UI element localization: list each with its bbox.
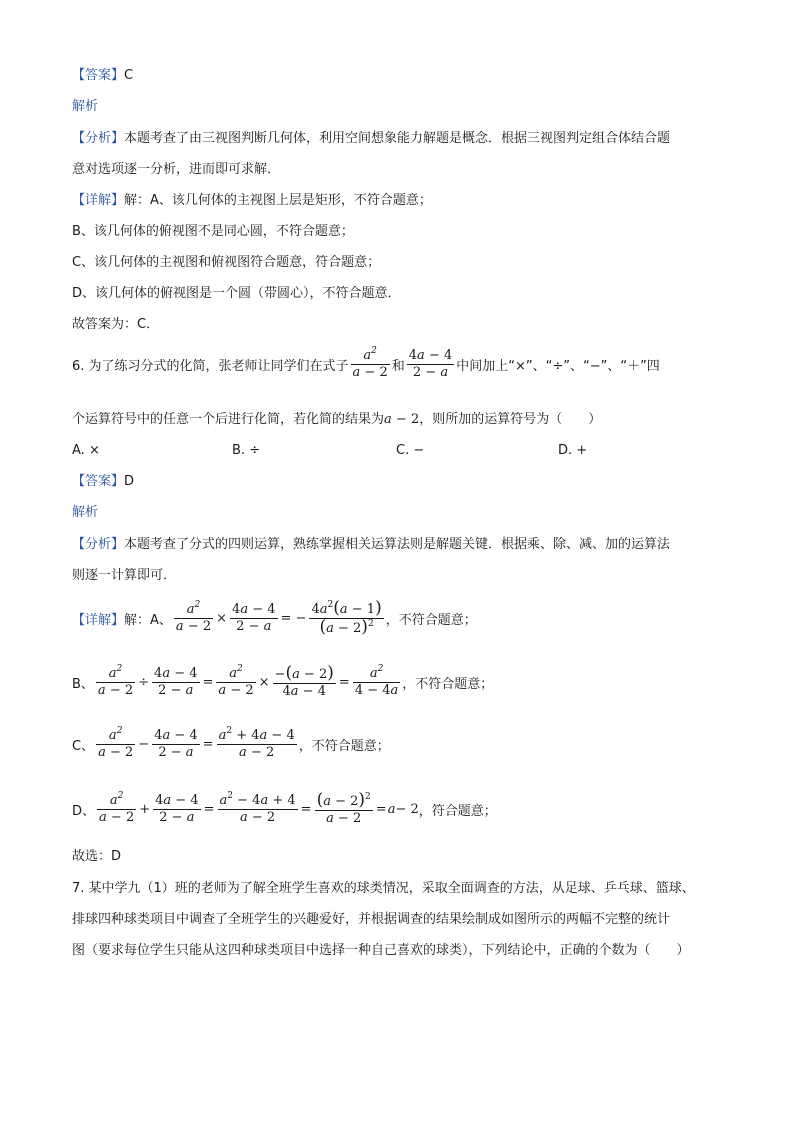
fraction: $\frac{a^2 - 4a + 4}{a - 2}$ [219, 791, 296, 825]
answer-value: C [124, 68, 134, 83]
q7-line1: 7. 某中学九（1）班的老师为了解全班学生喜欢的球类情况，采取全面调查的方法，从足球、乒乓球、篮球、 [72, 881, 695, 896]
q5-fenxi-line1 [72, 129, 670, 149]
q5-analysis-heading: 解析 [72, 99, 99, 114]
q6-stem-line1 [72, 348, 660, 381]
q6-answer [72, 472, 134, 492]
fraction: $\frac{(a - 2)^2}{a - 2}$ [316, 790, 371, 826]
q5-conclusion: 故答案为：C． [72, 317, 160, 332]
q5-detail-line4: D、该几何体的俯视图是一个圆（带圆心），不符合题意． [72, 286, 401, 301]
fraction: $\frac{a^2}{4 - 4a}$ [354, 664, 399, 698]
q6-stem-line2 [72, 410, 601, 430]
option-a [72, 441, 100, 461]
fraction: $\frac{4a - 4}{2 - a}$ [154, 666, 198, 698]
option-b [232, 441, 260, 461]
option-a-text: × [88, 443, 100, 458]
detail-tag: 【详解】 [72, 193, 125, 208]
stem-mid: 中间加上“×”、“÷”、“−”、“＋”四 [456, 359, 660, 374]
fenxi-tag: 【分析】 [72, 537, 125, 552]
fraction: $\frac{a^2}{a - 2}$ [97, 664, 134, 698]
fraction: $\frac{4a - 4}{2 - a}$ [154, 728, 198, 760]
detail-b-prefix: B、 [72, 677, 94, 692]
option-d-text: + [576, 443, 588, 458]
fraction-4a-4-over-2-a: $\frac{4a - 4}{2 - a}$ [408, 348, 453, 380]
detail-b-verdict: ，不符合题意； [402, 677, 494, 692]
answer-tag: 【答案】 [72, 68, 125, 83]
q5-detail-line2: B、该几何体的俯视图不是同心圆，不符合题意； [72, 224, 354, 239]
answer-tag: 【答案】 [72, 474, 125, 489]
detail-c-prefix: C、 [72, 739, 95, 754]
option-c [396, 441, 424, 461]
stem-and: 和 [391, 359, 405, 374]
option-d [558, 441, 587, 461]
stem-prefix: 6. 为了练习分式的化简，张老师让同学们在式子 [72, 359, 349, 374]
fraction: $\frac{a^2}{a - 2}$ [99, 791, 135, 825]
q7-line3: 图（要求每位学生只能从这四种球类项目中选择一种自己喜欢的球类），下列结论中，正确的个数为（ ） [72, 943, 690, 958]
option-b-letter: B. [232, 443, 246, 458]
q6-fenxi-line2: 则逐一计算即可． [72, 568, 177, 583]
fraction: $\frac{4a - 4}{2 - a}$ [232, 602, 276, 634]
detail-c-verdict: ，不符合题意； [298, 739, 390, 754]
q7-line2: 排球四种球类项目中调查了全班学生的兴趣爱好，并根据调查的结果绘制成如图所示的两幅不完整的统计 [72, 912, 671, 927]
detail-a-prefix: 解：A、 [124, 613, 172, 628]
q5-detail-line3: C、该几何体的主视图和俯视图符合题意，符合题意； [72, 255, 381, 270]
q5-fenxi-line2: 意对选项逐一分析，进而即可求解． [72, 162, 281, 177]
fenxi-text: 本题考查了分式的四则运算，熟练掌握相关运算法则是解题关键．根据乘、除、减、加的运算法 [124, 537, 671, 552]
fraction: $\frac{a^2}{a - 2}$ [218, 664, 254, 698]
detail-a-verdict: ，不符合题意； [385, 613, 477, 628]
option-d-letter: D. [558, 443, 573, 458]
detail-text: 解：A、该几何体的主视图上层是矩形，不符合题意； [124, 193, 432, 208]
option-b-text: ÷ [249, 443, 261, 458]
option-c-text: − [413, 443, 425, 458]
q6-analysis-heading: 解析 [72, 505, 99, 520]
q6-detail-d: D、 $\frac{a^2}{a - 2}$ + $\frac{4a - 4}{2 - a}$ = $\frac{a^2 - 4a + 4}{a - 2}$ = $\frac{(a - 2)^2}{a - 2}$ = a − 2 ，符合题意； [72, 790, 497, 826]
q5-answer [72, 66, 133, 86]
fraction: $\frac{4a - 4}{2 - a}$ [155, 793, 199, 825]
q6-detail-a: 【详解】 解：A、 $\frac{a^2}{a - 2}$ × $\frac{4a - 4}{2 - a}$ = − $\frac{4a^2(a - 1)}{(a - 2)^2}$ ，不符合题意； [72, 598, 477, 637]
fenxi-text: 本题考查了由三视图判断几何体，利用空间想象能力解题是概念．根据三视图判定组合体结合题 [124, 131, 671, 146]
fraction: $\frac{-(a - 2)}{4a - 4}$ [274, 663, 334, 699]
fraction: $\frac{a^2}{a - 2}$ [98, 726, 134, 760]
option-a-letter: A. [72, 443, 85, 458]
result-expr: a [384, 412, 392, 427]
answer-value: D [124, 474, 135, 489]
q6-detail-c: C、 $\frac{a^2}{a - 2}$ − $\frac{4a - 4}{2 - a}$ = $\frac{a^2 + 4a - 4}{a - 2}$ ，不符合题意； [72, 726, 390, 760]
fraction: $\frac{a^2}{a - 2}$ [175, 600, 212, 634]
q5-detail-line1 [72, 191, 432, 211]
result-expr-minus2: − 2 [391, 412, 420, 427]
fraction: $\frac{4a^2(a - 1)}{(a - 2)^2}$ [311, 598, 382, 637]
detail-tag: 【详解】 [72, 613, 125, 628]
option-c-letter: C. [396, 443, 410, 458]
q6-fenxi-line1 [72, 535, 670, 555]
fenxi-tag: 【分析】 [72, 131, 125, 146]
detail-d-verdict: ，符合题意； [418, 804, 497, 819]
q6-detail-b: B、 $\frac{a^2}{a - 2}$ ÷ $\frac{4a - 4}{2 - a}$ = $\frac{a^2}{a - 2}$ × $\frac{-(a - 2)}{4a - 4}$ = $\frac{a^2}{4 - 4a}$ ，不符合题意； [72, 663, 494, 699]
detail-d-prefix: D、 [72, 804, 96, 819]
stem-line2-a: 个运算符号中的任意一个后进行化简，若化简的结果为 [72, 412, 385, 427]
fraction-a2-over-a-2: $\frac{a^2}{a - 2}$ [352, 346, 388, 380]
stem-line2-b: ，则所加的运算符号为（ ） [419, 412, 602, 427]
q6-conclusion: 故选：D [72, 849, 122, 864]
fraction: $\frac{a^2 + 4a - 4}{a - 2}$ [218, 726, 295, 760]
